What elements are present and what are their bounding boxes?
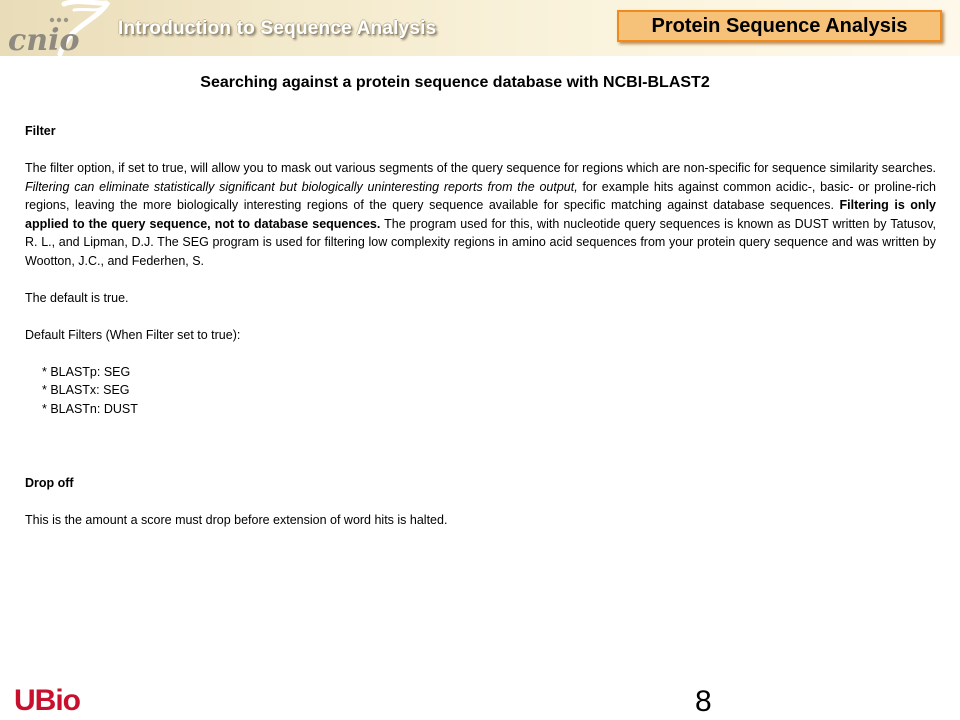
page-number: 8 xyxy=(695,685,712,718)
cnio-logo xyxy=(4,0,114,56)
filter-text-italic: Filtering can eliminate statistically significant but biologically uninteresting reports from the output, xyxy=(25,179,578,194)
list-item: * BLASTp: SEG xyxy=(42,364,131,379)
default-line: The default is true. xyxy=(25,290,129,305)
main-content xyxy=(25,122,936,529)
filter-text-3: The program used for this, with nucleotide query sequences is known as DUST written by Tatusov, R. L., and Lipman, D.J. The SEG program is used for filtering low complexity regions in amino acid sequences from your protein query sequence and was written by Wootton, J.C., and Federhen, S. xyxy=(25,216,936,268)
filter-heading: Filter xyxy=(25,124,56,138)
ubio-logo-text: UBio xyxy=(14,684,80,716)
ubio-logo xyxy=(14,680,96,716)
section-label: Protein Sequence Analysis xyxy=(617,10,942,42)
filter-text-bold: Filtering is only applied to the query sequence, not to database sequences. xyxy=(25,198,936,231)
list-item: * BLASTn: DUST xyxy=(42,401,138,416)
dropoff-text: This is the amount a score must drop before extension of word hits is halted. xyxy=(25,512,448,527)
page-title: Searching against a protein sequence database with NCBI-BLAST2 xyxy=(200,74,710,91)
dropoff-heading: Drop off xyxy=(25,475,74,490)
filter-text-2: for example hits against common acidic-, basic- or proline-rich regions, leaving the more biologically interesting regions of the query sequence available for specific matching against database sequences. xyxy=(25,179,936,212)
list-item: * BLASTx: SEG xyxy=(42,383,130,397)
filter-text-1: The filter option, if set to true, will allow you to mask out various segments of the query sequence for regions which are non-specific for sequence similarity searches. xyxy=(25,161,936,175)
course-title: Introduction to Sequence Analysis xyxy=(118,18,437,39)
cnio-logo-text: cnio xyxy=(8,23,80,56)
filter-paragraph xyxy=(25,159,936,270)
default-filters-label: Default Filters (When Filter set to true): xyxy=(25,327,241,342)
